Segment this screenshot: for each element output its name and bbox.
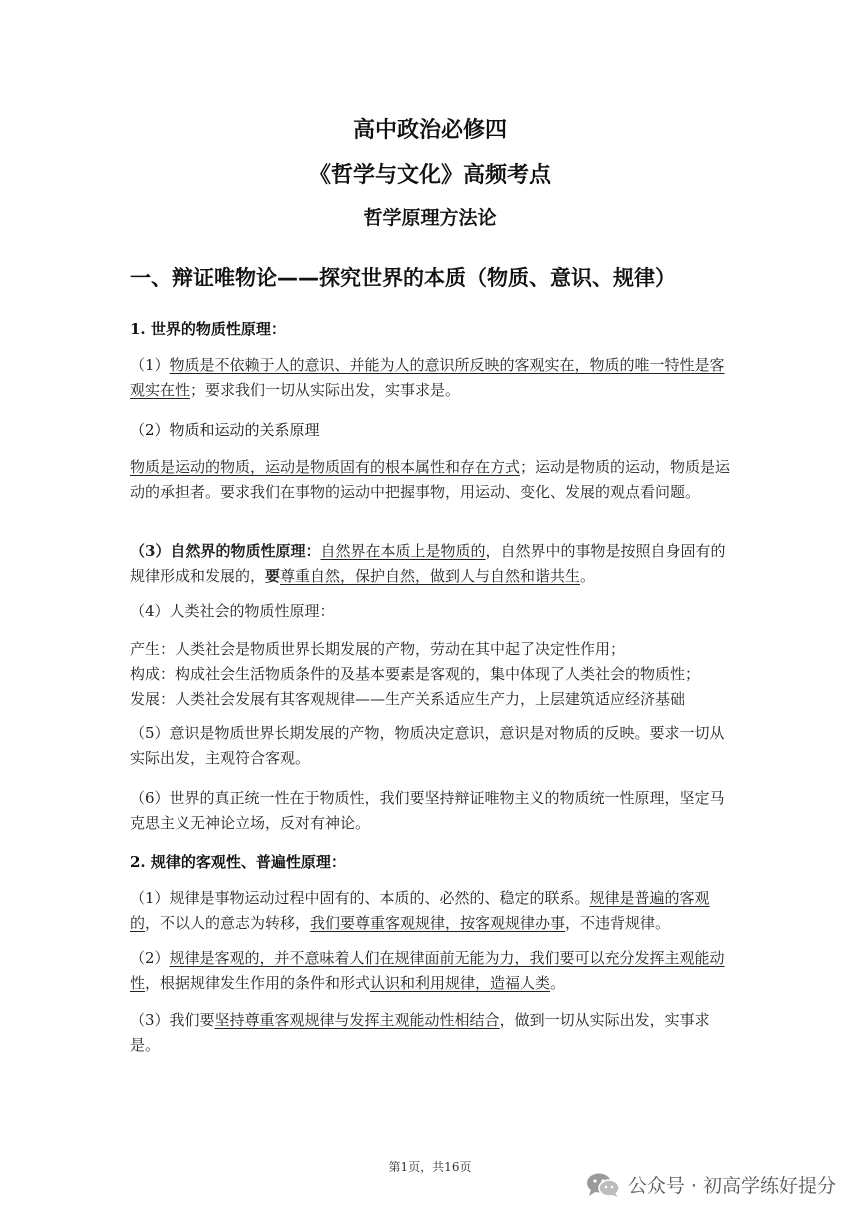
p-text: ；要求我们一切从实际出发，实事求是。	[190, 381, 461, 399]
p-text: ，根据规律发生作用的条件和形式	[145, 974, 371, 992]
bold-label: （3）自然界的物质性原理：	[130, 542, 321, 560]
part1-paragraph-2-heading	[130, 419, 320, 440]
p-text: ，不违背规律。	[565, 914, 671, 932]
part1-paragraph-5: （5）意识是物质世界长期发展的产物，物质决定意识，意识是对物质的反映。要求一切从实际出发，主观符合客观。	[130, 724, 725, 767]
p-text: 。	[550, 974, 566, 992]
part2-paragraph-2	[130, 946, 736, 996]
watermark-text: 公众号 · 初高学练好提分	[627, 1175, 836, 1197]
underlined-text: 规律是客观的，并不意味着人们在规律面前无能为力，我们要可以充分发挥主观能动性	[130, 949, 725, 992]
p-prefix: （3）我们要	[130, 1011, 215, 1029]
underlined-text: 物质是运动的物质，运动是物质固有的根本属性和存在方式	[130, 458, 521, 476]
p-prefix: （1）	[130, 356, 170, 374]
part1-paragraph-3	[130, 539, 736, 589]
wechat-icon	[586, 1172, 620, 1198]
p-text: ，做到一切从实际出发，实事求是。	[130, 1011, 710, 1054]
doc-title-line1: 高中政治必修四	[352, 118, 507, 143]
part2-heading: 2. 规律的客观性、普遍性原理：	[130, 853, 346, 871]
underlined-text: 坚持尊重客观规律与发挥主观能动性相结合	[214, 1011, 500, 1029]
underlined-text: 自然界在本质上是物质的	[320, 542, 486, 560]
p-text: ；运动是物质的运动，物质是运动的承担者。要求我们在事物的运动中把握事物，用运动、变化、发展的观点看问题。	[130, 458, 731, 501]
part1-heading: 1. 世界的物质性原理：	[130, 320, 286, 338]
p4-heading-text: （4）人类社会的物质性原理：	[130, 602, 335, 620]
line-development: 发展：人类社会发展有其客观规律——生产关系适应生产力，上层建筑适应经济基础	[130, 690, 686, 708]
section-heading-1: 一、辩证唯物论——探究世界的本质（物质、意识、规律）	[130, 266, 676, 290]
part1-paragraph-4-lines	[130, 637, 736, 712]
underlined-text: 认识和利用规律，造福人类	[370, 974, 551, 992]
line-composition: 构成：构成社会生活物质条件的及基本要素是客观的，集中体现了人类社会的物质性；	[130, 665, 701, 683]
part2-paragraph-1	[130, 886, 736, 936]
part1-paragraph-2	[130, 455, 736, 505]
p-text: （1）规律是事物运动过程中固有的、本质的、必然的、稳定的联系。	[130, 889, 590, 907]
underlined-text: 规律是普遍的客观的	[130, 889, 710, 932]
line-origin: 产生：人类社会是物质世界长期发展的产物，劳动在其中起了决定性作用；	[130, 640, 626, 658]
p2-heading-text: （2）物质和运动的关系原理	[130, 421, 320, 439]
doc-title-line3: 哲学原理方法论	[363, 207, 497, 229]
underlined-text: 我们要尊重客观规律，按客观规律办事	[310, 914, 566, 932]
p-text: ，自然界中的事物是按照自身固有的规律形成和发展的，	[130, 542, 726, 585]
underlined-text: 尊重自然，保护自然，做到人与自然和谐共生	[280, 567, 581, 585]
part2-paragraph-3	[130, 1008, 736, 1058]
part1-paragraph-6: （6）世界的真正统一性在于物质性，我们要坚持辩证唯物主义的物质统一性原理，坚定马克思主义无神论立场，反对有神论。	[130, 789, 725, 832]
underlined-text: 物质是不依赖于人的意识、并能为人的意识所反映的客观实在，物质的唯一特性是客观实在性	[130, 356, 725, 399]
part1-paragraph-4-heading	[130, 599, 736, 624]
p-text: ，不以人的意志为转移，	[145, 914, 311, 932]
p-text: 。	[580, 567, 596, 585]
p-prefix: （2）	[130, 949, 170, 967]
part1-paragraph-1	[130, 353, 736, 403]
watermark	[586, 1171, 836, 1198]
doc-title-line2: 《哲学与文化》高频考点	[308, 163, 551, 188]
page-number: 第1页，共16页	[388, 1160, 472, 1174]
bold-text: 要	[265, 567, 281, 585]
